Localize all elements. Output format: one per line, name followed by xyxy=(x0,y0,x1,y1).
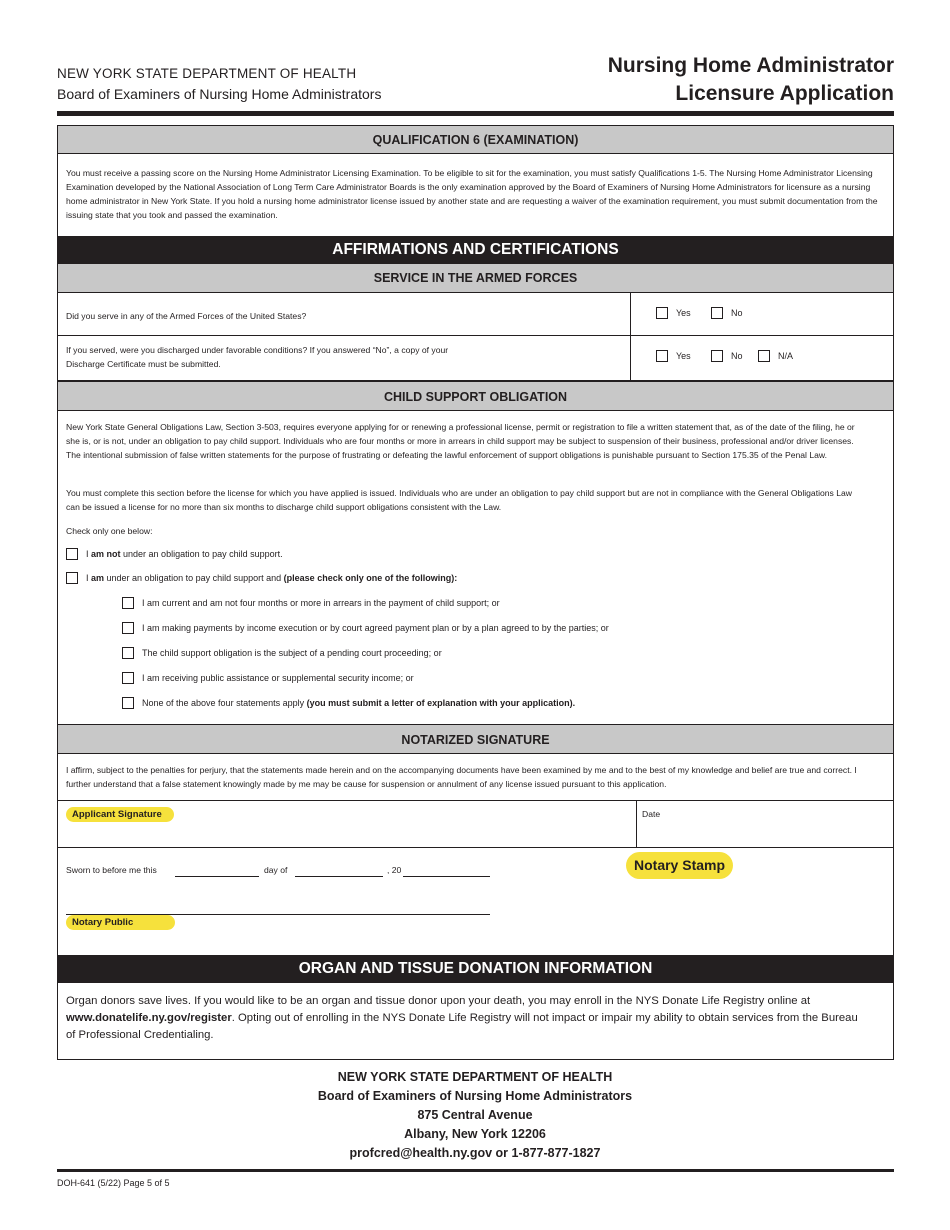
yes-label: Yes xyxy=(676,351,691,361)
pending-checkbox[interactable] xyxy=(122,647,134,659)
donate-life-link[interactable]: www.donatelife.ny.gov/register xyxy=(66,1012,232,1024)
served-yes-checkbox[interactable] xyxy=(656,307,668,319)
payments-checkbox[interactable] xyxy=(122,622,134,634)
date-field[interactable] xyxy=(642,821,882,845)
organ-donation-box xyxy=(57,982,894,1060)
assistance-label: I am receiving public assistance or supplemental security income; or xyxy=(142,673,414,683)
sworn-day-field[interactable] xyxy=(175,876,259,877)
served-no-option[interactable] xyxy=(711,307,743,319)
footer-board: Board of Examiners of Nursing Home Administrators xyxy=(317,1089,633,1103)
sub-option-payments[interactable] xyxy=(122,622,609,634)
child-support-paragraph-2: You must complete this section before the license for which you have applied is issued. Individuals who are under an obligation to pay child support but are not in compliance with the General Obligations Law can be issued a license for no more than six months to discharge child support obligations consistent with the Law. xyxy=(66,488,852,512)
sub-option-pending[interactable] xyxy=(122,647,442,659)
row-divider xyxy=(58,335,893,336)
form-id: DOH-641 (5/22) Page 5 of 5 xyxy=(57,1178,170,1188)
footer-rule xyxy=(57,1169,894,1172)
date-divider xyxy=(636,800,637,847)
title-line-1: Nursing Home Administrator xyxy=(607,54,894,77)
column-divider xyxy=(630,292,631,380)
footer-department: NEW YORK STATE DEPARTMENT OF HEALTH xyxy=(337,1070,613,1084)
no-label: No xyxy=(731,351,743,361)
notary-heading: NOTARIZED SIGNATURE xyxy=(57,724,894,754)
current-label: I am current and am not four months or more in arrears in the payment of child support; or xyxy=(142,598,500,608)
served-no-checkbox[interactable] xyxy=(711,307,723,319)
current-checkbox[interactable] xyxy=(122,597,134,609)
not-obligated-label: I am not under an obligation to pay child support. xyxy=(86,549,283,559)
affirmation-text: I affirm, subject to the penalties for perjury, that the statements made herein and on the accompanying documents have been examined by me and to the best of my knowledge and belief are true and correct. I further understand that a false statement knowingly made by me may be cause for suspension or annulment of any license issued pursuant to this application. xyxy=(66,765,857,789)
question-2-line-2: Discharge Certificate must be submitted. xyxy=(66,359,221,369)
sub-option-none[interactable] xyxy=(122,697,575,709)
notary-public-label: Notary Public xyxy=(66,915,175,930)
sworn-month-field[interactable] xyxy=(295,876,383,877)
not-obligated-checkbox[interactable] xyxy=(66,548,78,560)
sworn-label: Sworn to before me this xyxy=(66,865,157,875)
notary-box xyxy=(57,753,894,955)
discharged-yes-option[interactable] xyxy=(656,350,691,362)
applicant-signature-field[interactable] xyxy=(66,801,626,845)
sub-option-current[interactable] xyxy=(122,597,500,609)
header-rule xyxy=(57,111,894,116)
check-one-instruction: Check only one below: xyxy=(66,526,153,536)
footer-street: 875 Central Avenue xyxy=(417,1108,533,1122)
obligated-checkbox[interactable] xyxy=(66,572,78,584)
payments-label: I am making payments by income execution or by court agreed payment plan or by a plan agreed to by the parties; or xyxy=(142,623,609,633)
armed-forces-question-2 xyxy=(66,343,448,371)
assistance-checkbox[interactable] xyxy=(122,672,134,684)
qualification-heading: QUALIFICATION 6 (EXAMINATION) xyxy=(57,125,894,154)
footer-contact: profcred@health.ny.gov or 1-877-877-1827 xyxy=(349,1146,601,1160)
board-name: Board of Examiners of Nursing Home Administrators xyxy=(57,86,382,102)
none-checkbox[interactable] xyxy=(122,697,134,709)
question-2-line-1: If you served, were you discharged under favorable conditions? If you answered “No”, a copy of your xyxy=(66,345,449,355)
armed-forces-question-1: Did you serve in any of the Armed Forces of the United States? xyxy=(66,311,307,321)
armed-forces-heading: SERVICE IN THE ARMED FORCES xyxy=(57,264,894,293)
obligated-label: I am under an obligation to pay child support and (please check only one of the following): xyxy=(86,573,458,583)
day-of-label: day of xyxy=(264,865,288,875)
footer-address xyxy=(0,1068,950,1163)
pending-label: The child support obligation is the subject of a pending court proceeding; or xyxy=(142,648,442,658)
affirmations-heading: AFFIRMATIONS AND CERTIFICATIONS xyxy=(57,236,894,264)
not-obligated-option[interactable] xyxy=(66,548,283,560)
organ-donation-text: Organ donors save lives. If you would like to be an organ and tissue donor upon your death, you may enroll in the NYS Donate Life Registry online at www.donatelife.ny.gov/register. Opting out of enrolling in the NYS Donate Life Registry will not impact or impair my ability to obtain services from the Bureau of Professional Credentialing. xyxy=(66,995,858,1041)
footer-city: Albany, New York 12206 xyxy=(404,1127,546,1141)
date-label: Date xyxy=(642,809,661,819)
na-label: N/A xyxy=(778,351,794,361)
applicant-signature-label: Applicant Signature xyxy=(66,807,174,822)
discharged-yes-checkbox[interactable] xyxy=(656,350,668,362)
year-label: , 20 xyxy=(387,865,402,875)
sub-option-assistance[interactable] xyxy=(122,672,414,684)
child-support-heading: CHILD SUPPORT OBLIGATION xyxy=(57,381,894,411)
none-label: None of the above four statements apply (you must submit a letter of explanation with your application). xyxy=(142,698,576,708)
qualification-box xyxy=(57,153,894,237)
signature-bottom-rule xyxy=(58,847,893,848)
served-yes-option[interactable] xyxy=(656,307,691,319)
department-name: NEW YORK STATE DEPARTMENT OF HEALTH xyxy=(57,66,357,81)
sworn-year-field[interactable] xyxy=(403,876,490,877)
discharged-na-option[interactable] xyxy=(758,350,793,362)
notary-stamp-label: Notary Stamp xyxy=(626,852,733,879)
discharged-no-option[interactable] xyxy=(711,350,743,362)
form-title xyxy=(608,52,894,108)
discharged-na-checkbox[interactable] xyxy=(758,350,770,362)
title-line-2: Licensure Application xyxy=(675,82,894,105)
child-support-box xyxy=(57,410,894,724)
obligated-option[interactable] xyxy=(66,572,457,584)
yes-label: Yes xyxy=(676,308,691,318)
discharged-no-checkbox[interactable] xyxy=(711,350,723,362)
armed-forces-table xyxy=(57,292,894,381)
organ-donation-heading: ORGAN AND TISSUE DONATION INFORMATION xyxy=(57,955,894,983)
child-support-paragraph-1: New York State General Obligations Law, Section 3-503, requires everyone applying for or renewing a professional license, permit or registration to file a written statement that, as of the date of the filing, he or she is, or is not, under an obligation to pay child support. Individuals who are four months or more in arrears in child support may be subject to suspension of their business, professional and/or driver licenses. The intentional submission of false written statements for the purpose of frustrating or defeating the lawful enforcement of support obligations is punishable pursuant to Section 175.35 of the Penal Law. xyxy=(66,422,855,460)
no-label: No xyxy=(731,308,743,318)
qualification-text: You must receive a passing score on the Nursing Home Administrator Licensing Examination. To be eligible to sit for the examination, you must satisfy Qualifications 1-5. The Nursing Home Administrator Licensing Examination developed by the National Association of Long Term Care Administrator Boards is the only examination approved by the Board of Examiners of Nursing Home Administrators for licensure as a nursing home administrator in New York State. If you hold a nursing home administrator license issued by another state and are requesting a waiver of the examination requirement, you must submit documentation from the issuing state that you took and passed the examination. xyxy=(66,168,878,220)
